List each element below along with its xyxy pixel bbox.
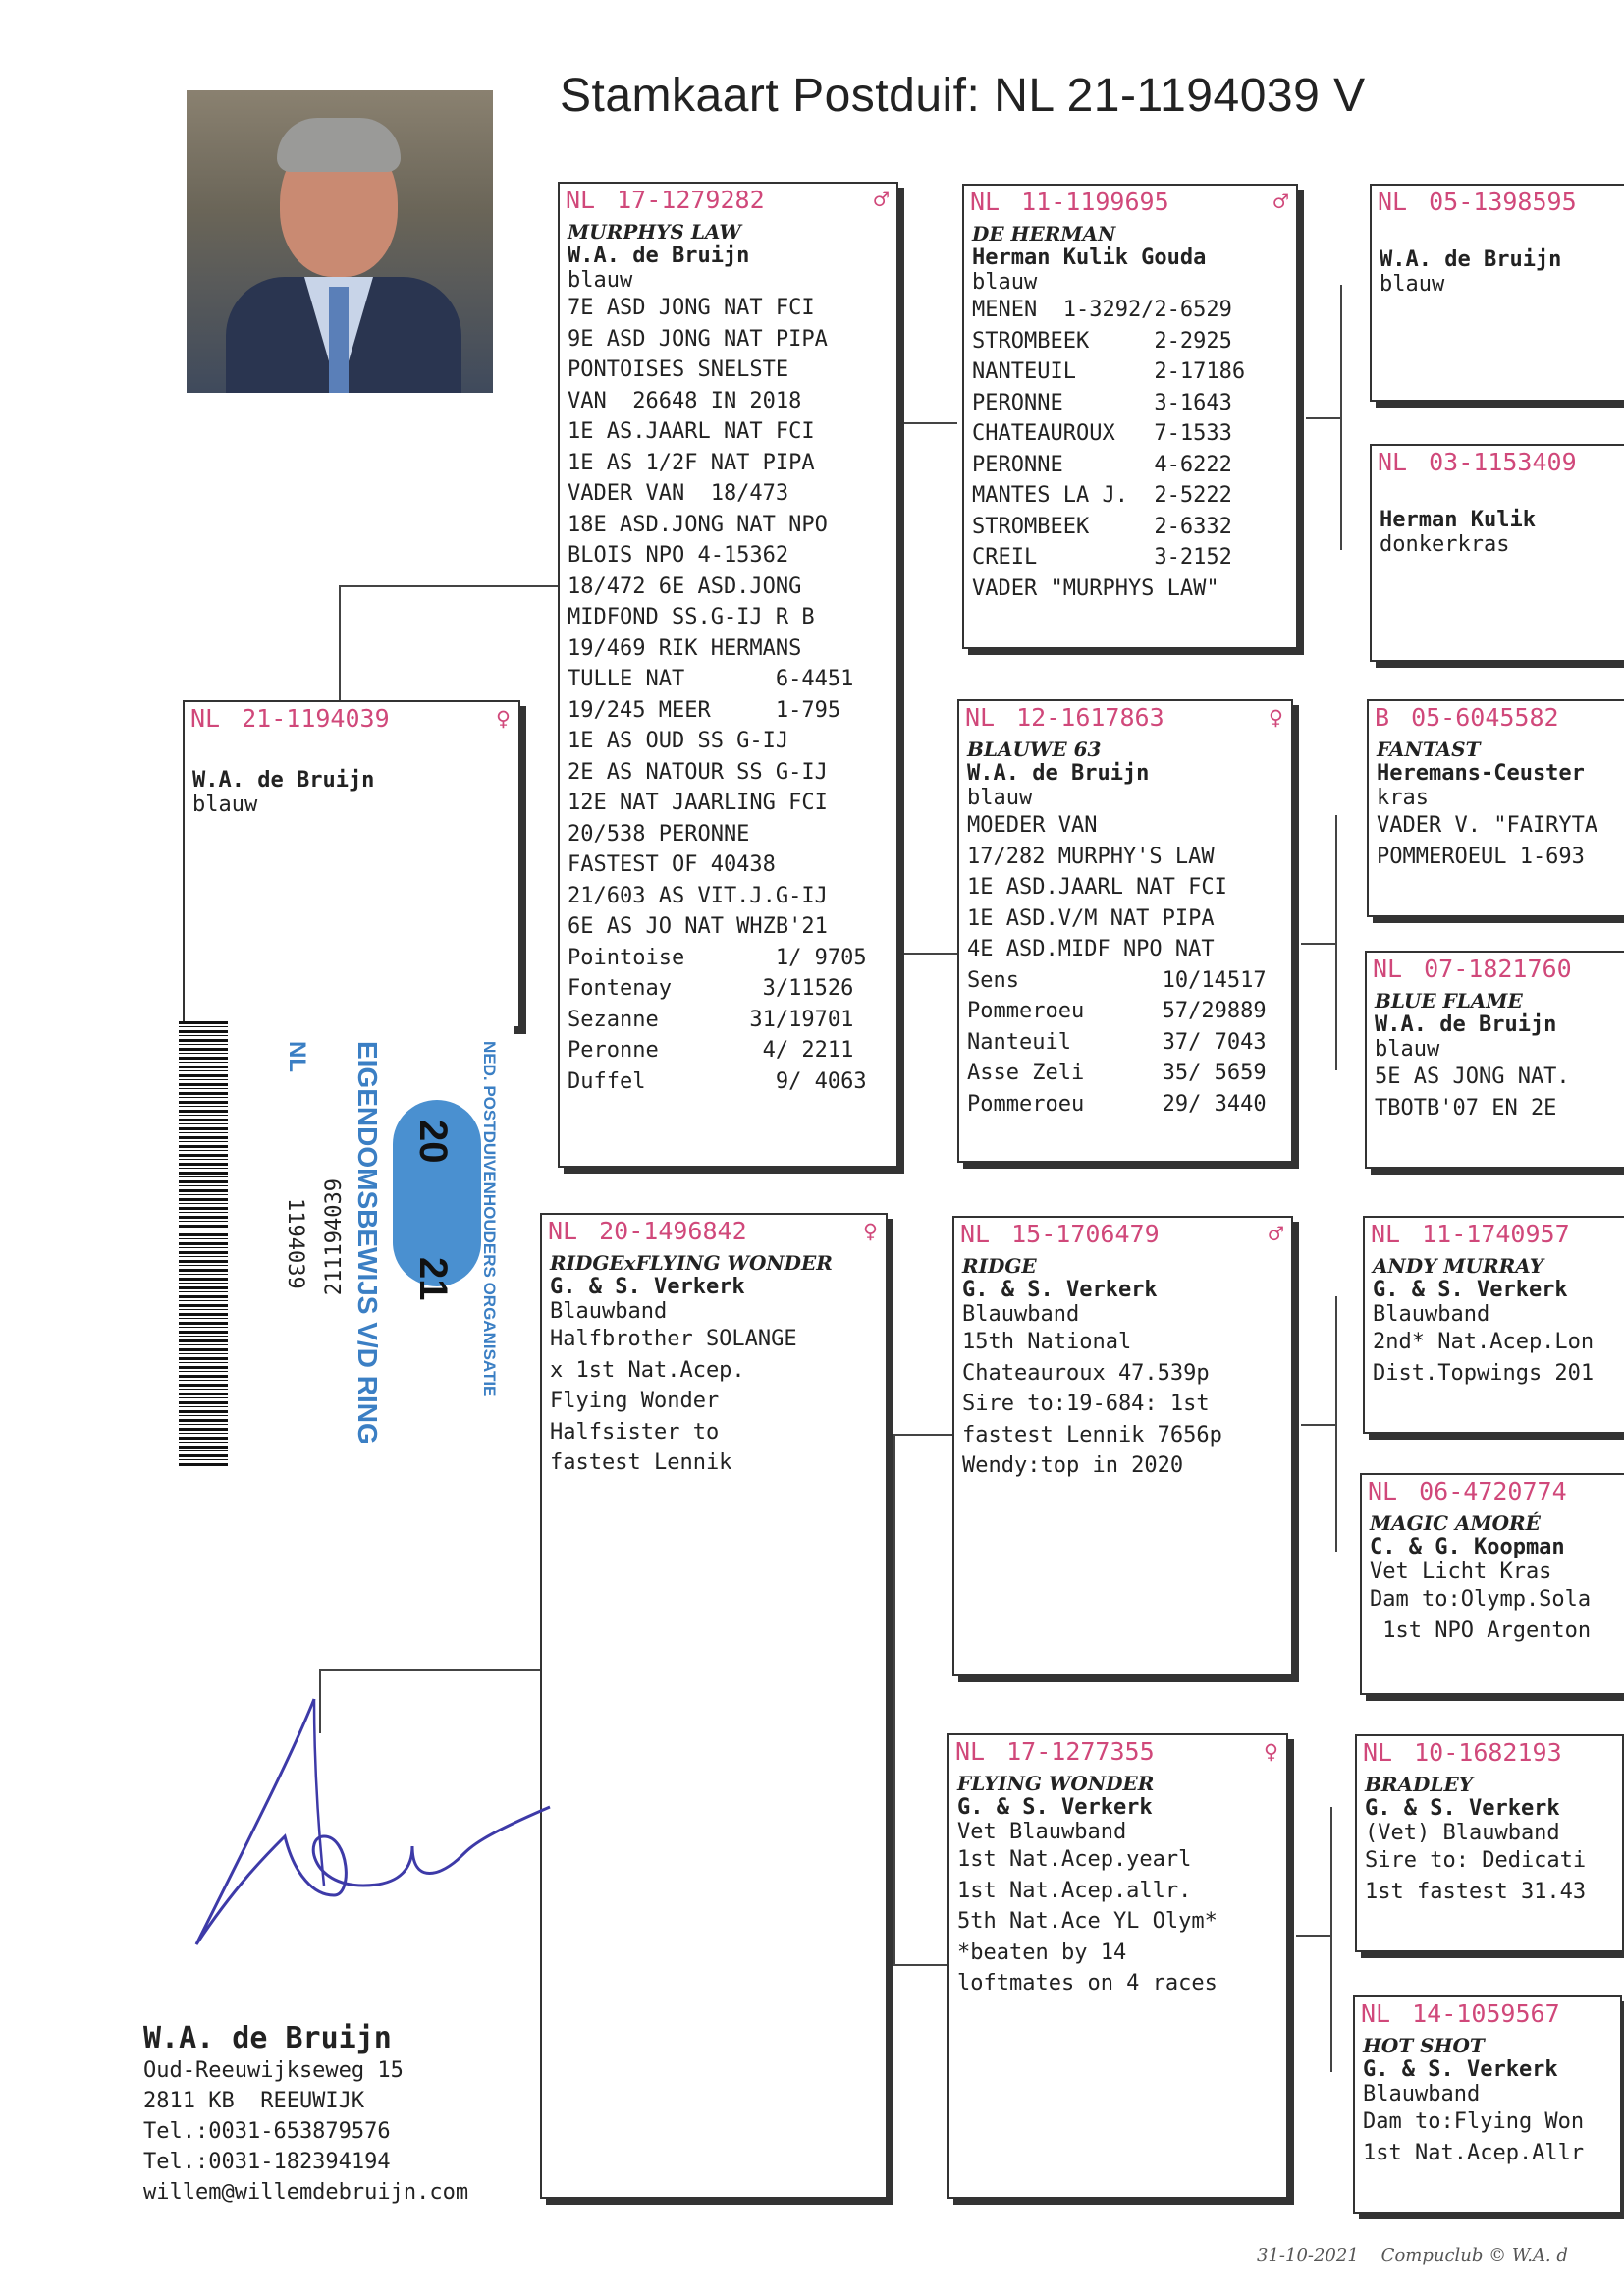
stamp-year-b: 21 <box>411 1257 455 1301</box>
connector <box>1301 1424 1336 1426</box>
owner-photo <box>187 90 493 393</box>
country-code: NL <box>548 1217 578 1245</box>
pigeon-name: RIDGExFLYING WONDER <box>550 1251 833 1275</box>
ring-number: 17-1279282 <box>617 186 765 214</box>
ring-number: 03-1153409 <box>1429 448 1577 476</box>
owner-city: 2811 KB REEUWIJK <box>143 2089 365 2113</box>
dss-card <box>1363 1216 1624 1434</box>
owner-name: C. & G. Koopman <box>1370 1535 1565 1559</box>
sss-card <box>1370 184 1624 402</box>
stamp-doc-title: EIGENDOMSBEWIJS V/D RING <box>352 1041 383 1445</box>
result-line: PERONNE 3-1643 <box>972 390 1232 415</box>
ssd-card <box>1370 444 1624 662</box>
stamp-ring: 1194039 <box>283 1198 307 1289</box>
connector <box>893 1434 895 1964</box>
owner-phone: Tel.:0031-182394194 <box>143 2150 391 2174</box>
owner-name: W.A. de Bruijn <box>143 2021 392 2055</box>
result-line: VADER VAN 18/473 <box>568 481 789 506</box>
result-line: 1E AS.JAARL NAT FCI <box>568 419 815 444</box>
result-line: Halfbrother SOLANGE <box>550 1327 797 1351</box>
color: blauw <box>568 268 633 293</box>
result-line: Halfsister to <box>550 1419 720 1445</box>
result-line: 1E AS 1/2F NAT PIPA <box>568 450 815 475</box>
result-line: Pommeroeu 29/ 3440 <box>967 1091 1267 1117</box>
color: Vet Blauwband <box>957 1820 1127 1844</box>
result-line: VADER "MURPHYS LAW" <box>972 575 1219 601</box>
result-line: Asse Zeli 35/ 5659 <box>967 1061 1267 1085</box>
result-line: Sens 10/14517 <box>967 967 1267 993</box>
pigeon-name: ANDY MURRAY <box>1373 1254 1544 1278</box>
country-code: NL <box>965 703 996 732</box>
result-line: Sire to: Dedicati <box>1365 1848 1587 1873</box>
owner-name: W.A. de Bruijn <box>1375 1012 1557 1037</box>
country-code: NL <box>1378 188 1408 216</box>
result-line: Pointoise 1/ 9705 <box>568 945 867 970</box>
sex-symbol: ♂ <box>873 186 889 214</box>
ring-number: 10-1682193 <box>1414 1738 1562 1767</box>
country-code: NL <box>1368 1477 1398 1505</box>
owner-address: Oud-Reeuwijkseweg 15 <box>143 2058 404 2083</box>
result-line: Sire to:19-684: 1st <box>962 1392 1210 1416</box>
pigeon-name: BLAUWE 63 <box>967 738 1102 761</box>
pigeon-name: FANTAST <box>1377 738 1481 761</box>
country-code: B <box>1375 703 1390 732</box>
result-line: 18E ASD.JONG NAT NPO <box>568 512 828 537</box>
ring-number: 15-1706479 <box>1011 1220 1160 1248</box>
result-line: PONTOISES SNELSTE <box>568 357 789 382</box>
owner-name: G. & S. Verkerk <box>550 1275 745 1299</box>
sex-symbol: ♀ <box>1263 1737 1278 1766</box>
country-code: NL <box>955 1737 986 1766</box>
color: blauw <box>1375 1037 1440 1062</box>
color: Blauwband <box>550 1299 668 1324</box>
result-line: TULLE NAT 6-4451 <box>568 667 854 691</box>
dsd-card <box>1360 1473 1624 1695</box>
result-line: loftmates on 4 races <box>957 1971 1218 1995</box>
result-line: 9E ASD JONG NAT PIPA <box>568 326 828 352</box>
result-line: STROMBEEK 2-6332 <box>972 514 1232 539</box>
sex-symbol: ♀ <box>1268 703 1283 732</box>
sex-symbol: ♂ <box>1268 1220 1283 1248</box>
ring-number: 14-1059567 <box>1412 1999 1560 2028</box>
color: (Vet) Blauwband <box>1365 1821 1560 1845</box>
owner-name: W.A. de Bruijn <box>568 244 750 268</box>
result-line: 4E ASD.MIDF NPO NAT <box>967 937 1215 961</box>
result-line: 2nd* Nat.Acep.Lon <box>1373 1330 1595 1354</box>
ring-number: 17-1277355 <box>1006 1737 1155 1766</box>
result-line: Flying Wonder <box>550 1389 720 1413</box>
color: blauw <box>967 786 1033 810</box>
result-line: 1E AS OUD SS G-IJ <box>568 729 789 753</box>
color: kras <box>1377 786 1429 810</box>
color: blauw <box>1380 272 1445 297</box>
result-line: 1E ASD.V/M NAT PIPA <box>967 905 1215 931</box>
ddd-card <box>1353 1995 1622 2214</box>
stamp-org: NED. POSTDUIVENHOUDERS ORGANISATIE <box>480 1041 499 1397</box>
connector <box>893 1964 952 1966</box>
owner-email: willem@willemdebruijn.com <box>143 2180 469 2205</box>
pigeon-name: RIDGE <box>962 1254 1037 1278</box>
sex-symbol: ♀ <box>495 704 511 733</box>
result-line: 12E NAT JAARLING FCI <box>568 791 828 815</box>
footer <box>1257 2245 1568 2266</box>
print-date: 31-10-2021 <box>1257 2245 1359 2266</box>
country-code: NL <box>1371 1220 1401 1248</box>
result-line: 1E ASD.JAARL NAT FCI <box>967 875 1227 900</box>
country-code: NL <box>566 186 596 214</box>
result-line: 1st NPO Argenton <box>1370 1617 1592 1643</box>
result-line: 19/245 MEER 1-795 <box>568 697 841 723</box>
ring-number: 12-1617863 <box>1016 703 1164 732</box>
result-line: FASTEST OF 40438 <box>568 852 776 877</box>
pigeon-name: HOT SHOT <box>1363 2034 1485 2057</box>
sex-symbol: ♂ <box>1272 188 1288 216</box>
color: blauw <box>192 793 258 817</box>
result-line: 1st fastest 31.43 <box>1365 1879 1587 1904</box>
subject-card <box>183 700 520 1028</box>
result-line: 19/469 RIK HERMANS <box>568 635 802 661</box>
connector <box>339 585 341 717</box>
result-line: fastest Lennik 7656p <box>962 1422 1222 1448</box>
result-line: VADER V. "FAIRYTA <box>1377 813 1598 838</box>
result-line: NANTEUIL 2-17186 <box>972 359 1246 384</box>
ring-number: 11-1199695 <box>1021 188 1169 216</box>
result-line: Pommeroeu 57/29889 <box>967 999 1267 1023</box>
result-line: Sezanne 31/19701 <box>568 1007 854 1032</box>
connector <box>898 422 900 953</box>
color: Blauwband <box>962 1302 1080 1327</box>
ring-number: 11-1740957 <box>1422 1220 1570 1248</box>
country-code: NL <box>1373 955 1403 983</box>
owner-name: W.A. de Bruijn <box>192 768 375 793</box>
result-line: 17/282 MURPHY'S LAW <box>967 844 1215 869</box>
result-line: 1st Nat.Acep.yearl <box>957 1847 1192 1872</box>
connector <box>898 953 957 955</box>
result-line: 18/472 6E ASD.JONG <box>568 574 802 599</box>
result-line: STROMBEEK 2-2925 <box>972 328 1232 354</box>
country-code: NL <box>1361 1999 1391 2028</box>
ring-number: 20-1496842 <box>599 1217 747 1245</box>
result-line: 6E AS JO NAT WHZB'21 <box>568 914 828 939</box>
result-line: 5E AS JONG NAT. <box>1375 1065 1570 1089</box>
result-line: Wendy:top in 2020 <box>962 1453 1184 1478</box>
connector <box>1296 1935 1331 1937</box>
result-line: Dist.Topwings 201 <box>1373 1360 1595 1386</box>
signature <box>177 1689 569 1984</box>
owner-phone: Tel.:0031-653879576 <box>143 2119 391 2144</box>
connector <box>319 1669 545 1671</box>
result-line: PERONNE 4-6222 <box>972 452 1232 477</box>
color: blauw <box>972 270 1038 295</box>
sire-card <box>558 182 898 1168</box>
result-line: POMMEROEUL 1-693 <box>1377 844 1585 869</box>
result-line: Duffel 9/ 4063 <box>568 1068 867 1094</box>
connector <box>339 585 565 587</box>
result-line: 15th National <box>962 1330 1132 1354</box>
color: Blauwband <box>1373 1302 1490 1327</box>
owner-name: Herman Kulik <box>1380 508 1536 532</box>
result-line: Chateauroux 47.539p <box>962 1360 1210 1386</box>
sex-symbol: ♀ <box>862 1217 878 1245</box>
page-title: Stamkaart Postduif: NL 21-1194039 V <box>560 70 1366 122</box>
dam-card <box>540 1213 888 2199</box>
dds-card <box>1355 1734 1624 1952</box>
result-line: 7E ASD JONG NAT FCI <box>568 296 815 320</box>
ring-ownership-stamp <box>175 1021 514 1468</box>
result-line: x 1st Nat.Acep. <box>550 1357 745 1383</box>
color: Vet Licht Kras <box>1370 1559 1552 1584</box>
sdd-card <box>1365 951 1624 1169</box>
result-line: *beaten by 14 <box>957 1940 1127 1965</box>
ring-number: 07-1821760 <box>1424 955 1572 983</box>
result-line: 1st Nat.Acep.allr. <box>957 1878 1192 1903</box>
ring-number: 06-4720774 <box>1419 1477 1567 1505</box>
country-code: NL <box>1378 448 1408 476</box>
owner-name: Heremans-Ceuster <box>1377 761 1585 786</box>
owner-name: G. & S. Verkerk <box>962 1278 1158 1302</box>
color: donkerkras <box>1380 532 1510 557</box>
connector <box>893 1434 952 1436</box>
dam-dam-card <box>947 1733 1288 2199</box>
connector <box>898 422 957 424</box>
ring-number: 05-6045582 <box>1411 703 1559 732</box>
result-line: 20/538 PERONNE <box>568 821 750 847</box>
pigeon-name: BLUE FLAME <box>1375 989 1523 1012</box>
result-line: MIDFOND SS.G-IJ R B <box>568 605 815 629</box>
result-line: TBOTB'07 EN 2E <box>1375 1095 1557 1121</box>
result-line: BLOIS NPO 4-15362 <box>568 543 789 568</box>
country-code: NL <box>190 704 221 733</box>
result-line: fastest Lennik <box>550 1450 732 1475</box>
result-line: 5th Nat.Ace YL Olym* <box>957 1909 1218 1934</box>
result-line: MANTES LA J. 2-5222 <box>972 483 1232 508</box>
sire-dam-card <box>957 699 1293 1163</box>
sds-card <box>1367 699 1624 917</box>
country-code: NL <box>1363 1738 1393 1767</box>
owner-contact <box>143 2021 468 2208</box>
barcode-number: 211194039 <box>322 1178 347 1296</box>
country-code: NL <box>960 1220 991 1248</box>
result-line: Fontenay 3/11526 <box>568 976 854 1001</box>
stamp-year-a: 20 <box>411 1120 455 1164</box>
pigeon-name: MAGIC AMORÉ <box>1370 1511 1541 1535</box>
owner-name: W.A. de Bruijn <box>967 761 1150 786</box>
sire-sire-card <box>962 184 1298 649</box>
credit: Compuclub © W.A. d <box>1380 2245 1568 2266</box>
result-line: MOEDER VAN <box>967 813 1098 838</box>
owner-name: Herman Kulik Gouda <box>972 246 1207 270</box>
connector <box>1306 417 1341 419</box>
result-line: Dam to:Flying Won <box>1363 2109 1585 2134</box>
result-line: MENEN 1-3292/2-6529 <box>972 298 1232 322</box>
ring-number: 05-1398595 <box>1429 188 1577 216</box>
country-code: NL <box>970 188 1001 216</box>
owner-name: G. & S. Verkerk <box>1373 1278 1568 1302</box>
owner-name: W.A. de Bruijn <box>1380 247 1562 272</box>
color: Blauwband <box>1363 2082 1481 2106</box>
pigeon-name: FLYING WONDER <box>957 1772 1155 1795</box>
owner-name: G. & S. Verkerk <box>1363 2057 1558 2082</box>
result-line: Nanteuil 37/ 7043 <box>967 1029 1267 1055</box>
result-line: CREIL 3-2152 <box>972 545 1232 570</box>
pigeon-name: MURPHYS LAW <box>568 220 741 244</box>
owner-name: G. & S. Verkerk <box>957 1795 1153 1820</box>
result-line: Dam to:Olymp.Sola <box>1370 1587 1592 1612</box>
connector <box>1301 943 1336 945</box>
result-line: VAN 26648 IN 2018 <box>568 388 802 413</box>
ring-number: 21-1194039 <box>242 704 390 733</box>
barcode <box>179 1021 228 1468</box>
result-line: 21/603 AS VIT.J.G-IJ <box>568 883 828 908</box>
result-line: 2E AS NATOUR SS G-IJ <box>568 759 828 785</box>
result-line: CHATEAUROUX 7-1533 <box>972 421 1232 446</box>
stamp-country: NL <box>284 1041 310 1072</box>
dam-sire-card <box>952 1216 1293 1676</box>
pigeon-name: DE HERMAN <box>972 222 1116 246</box>
owner-name: G. & S. Verkerk <box>1365 1796 1560 1821</box>
result-line: 1st Nat.Acep.Allr <box>1363 2140 1585 2165</box>
connector <box>1330 1807 1332 2072</box>
pigeon-name: BRADLEY <box>1365 1773 1473 1796</box>
result-line: Peronne 4/ 2211 <box>568 1038 854 1063</box>
